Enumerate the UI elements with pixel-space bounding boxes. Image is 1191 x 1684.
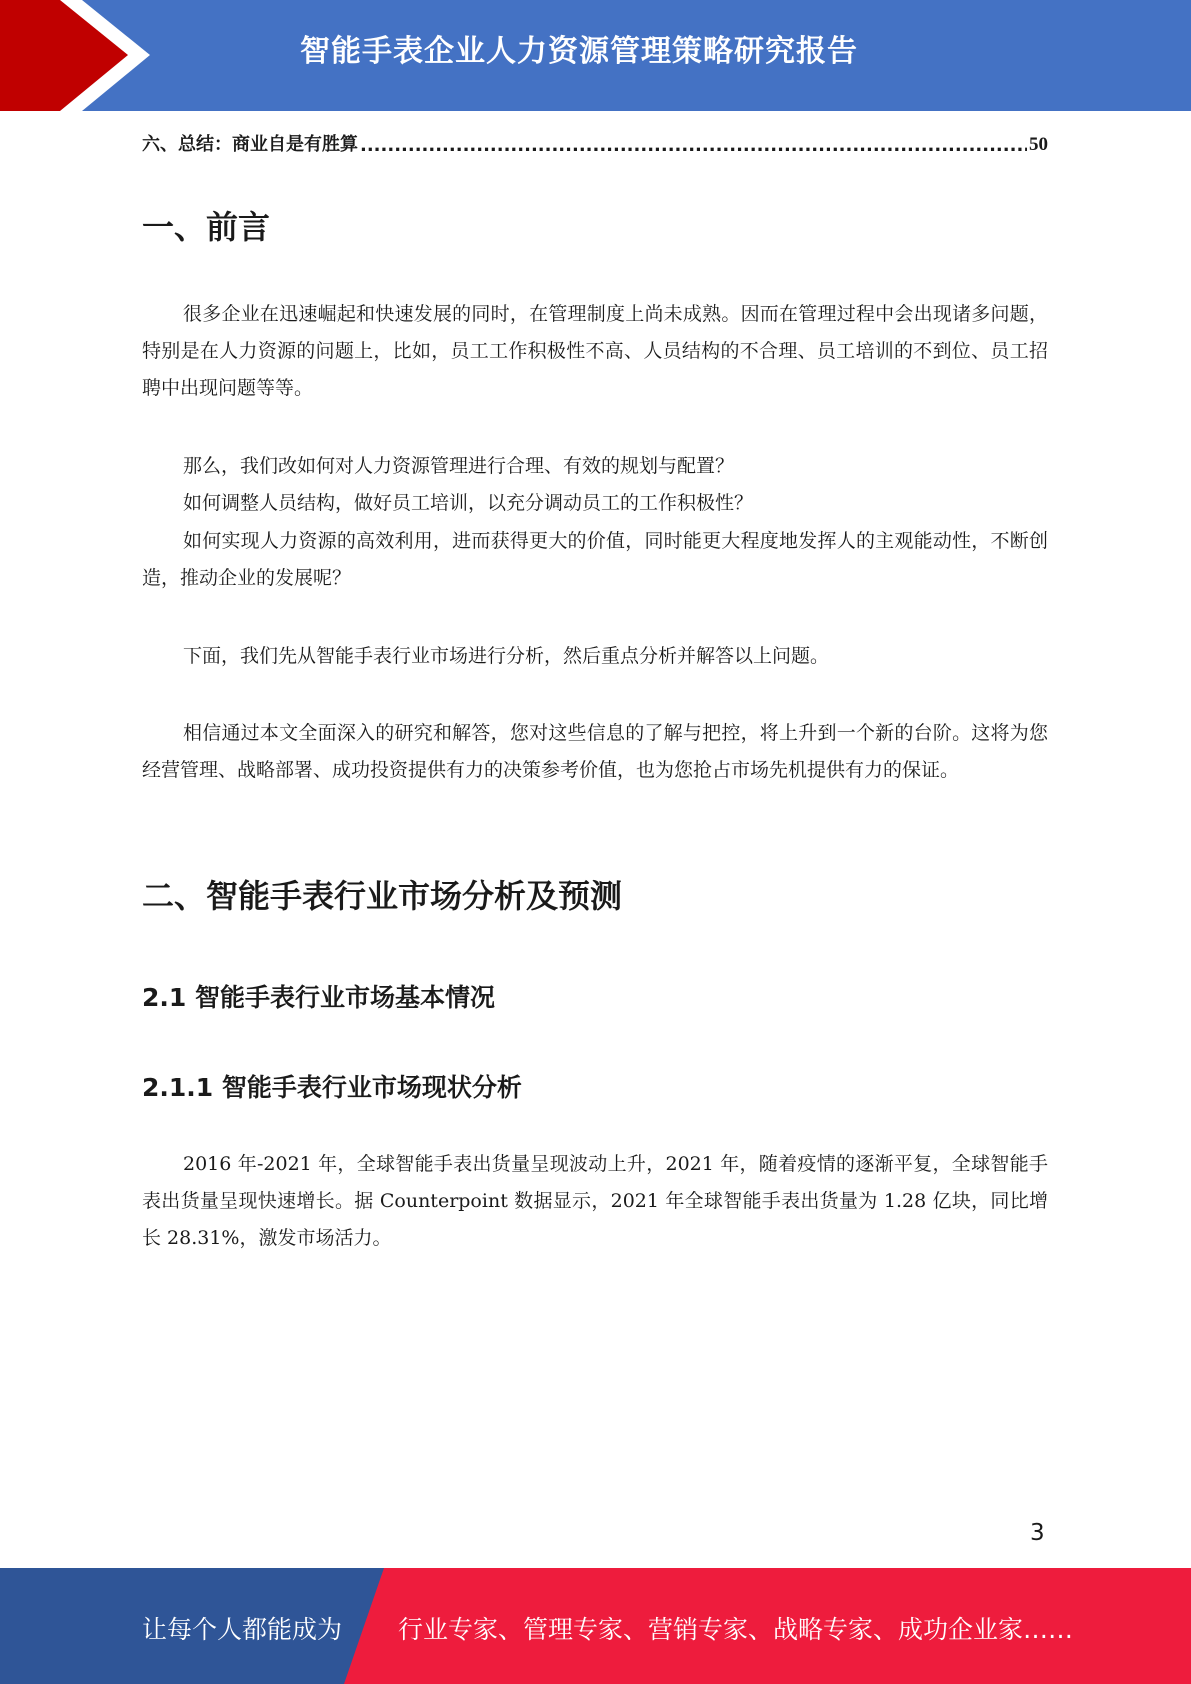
page-header — [0, 0, 1191, 111]
preface-paragraph-next: 下面，我们先从智能手表行业市场进行分析，然后重点分析并解答以上问题。 — [183, 645, 830, 667]
toc-entry-page: 50 — [1029, 134, 1048, 155]
toc-leader-dots — [360, 135, 1027, 156]
preface-question-3: 如何实现人力资源的高效利用，进而获得更大的价值，同时能更大程度地发挥人的主观能动性，不断创造，推动企业的发展呢？ — [142, 530, 1048, 589]
toc-entry-label: 六、总结：商业自是有胜算 — [142, 134, 358, 155]
preface-question-2: 如何调整人员结构，做好员工培训，以充分调动员工的工作积极性？ — [183, 492, 754, 514]
preface-paragraph-1: 很多企业在迅速崛起和快速发展的同时，在管理制度上尚未成熟。因而在管理过程中会出现诸多问题，特别是在人力资源的问题上，比如，员工工作积极性不高、人员结构的不合理、员工培训的不到位、员工招聘中出现问题等等。 — [142, 303, 1048, 399]
preface-paragraph-closing: 相信通过本文全面深入的研究和解答，您对这些信息的了解与把控，将上升到一个新的台阶。这将为您经营管理、战略部署、成功投资提供有力的决策参考价值，也为您抢占市场先机提供有力的保证。 — [142, 722, 1048, 781]
page-footer — [0, 1568, 1191, 1684]
footer-slogan-right: 行业专家、管理专家、营销专家、战略专家、成功企业家…… — [398, 1615, 1074, 1644]
report-title: 智能手表企业人力资源管理策略研究报告 — [300, 34, 858, 69]
page-number: 3 — [1030, 1520, 1045, 1546]
market-status-paragraph: 2016 年-2021 年，全球智能手表出货量呈现波动上升，2021 年，随着疫情的逐渐平复，全球智能手表出货量呈现快速增长。据 Counterpoint 数据显示，2021 年全球智能手表出货量为 1.28 亿块，同比增长 28.31%，激发市场活力。 — [142, 1153, 1048, 1249]
subsection-heading-2-1: 2.1 智能手表行业市场基本情况 — [142, 983, 495, 1012]
section-heading-preface: 一、前言 — [142, 208, 271, 246]
toc-entry[interactable] — [142, 130, 1048, 156]
section-heading-market: 二、智能手表行业市场分析及预测 — [142, 877, 623, 915]
subsection-heading-2-1-1: 2.1.1 智能手表行业市场现状分析 — [142, 1073, 522, 1102]
preface-question-1: 那么，我们改如何对人力资源管理进行合理、有效的规划与配置？ — [183, 455, 735, 477]
footer-slogan-left: 让每个人都能成为 — [142, 1615, 343, 1644]
